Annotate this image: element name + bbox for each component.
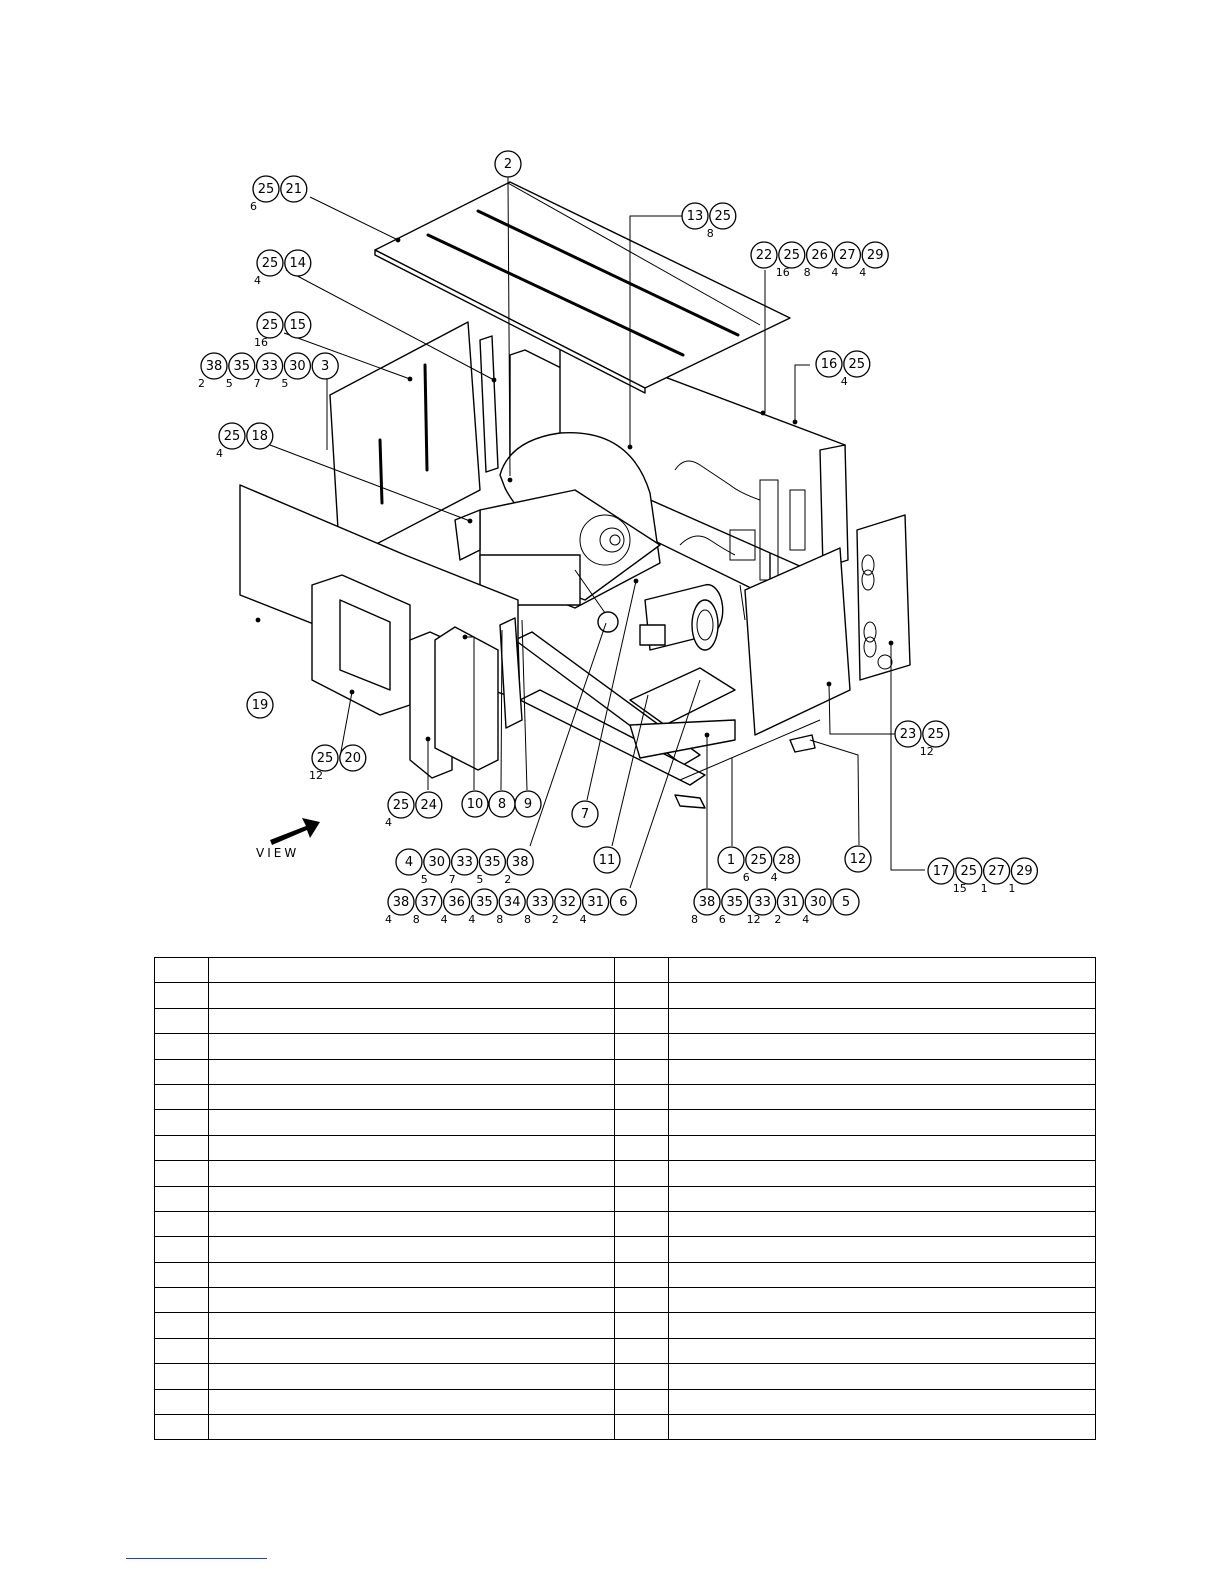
callout-number: 33 — [261, 359, 278, 374]
callout-number: 38 — [392, 895, 410, 910]
callout-quantity: 4 — [802, 913, 810, 926]
part-no-left-cell — [155, 1389, 209, 1414]
part-desc-left-cell — [209, 1161, 615, 1186]
unit-drawing — [240, 182, 910, 845]
part-no-left-cell — [155, 1338, 209, 1363]
callout-number: 25 — [223, 429, 241, 444]
callout-bubble — [257, 250, 283, 276]
callout-bubble — [479, 849, 505, 875]
view-label: VIEW — [256, 846, 300, 860]
part-no-right-cell — [615, 1135, 669, 1160]
table-row — [155, 983, 1096, 1008]
callout-number: 31 — [587, 895, 604, 910]
callout-quantity: 4 — [840, 375, 848, 388]
callout-number: 19 — [251, 698, 269, 713]
part-no-right-cell — [615, 1211, 669, 1236]
callout-bubble — [572, 801, 598, 827]
callout-number: 10 — [466, 797, 484, 812]
callout-bubble — [253, 176, 279, 202]
callout-number: 6 — [619, 895, 628, 910]
callout-quantity: 6 — [250, 200, 257, 213]
callout-bubble — [805, 889, 831, 915]
motor — [598, 585, 723, 650]
callout-bubble — [489, 791, 515, 817]
callout-1 — [718, 847, 800, 884]
callout-quantity: 4 — [579, 913, 587, 926]
part-desc-left-cell — [209, 1389, 615, 1414]
callout-number: 1 — [726, 853, 736, 868]
part-desc-left-cell — [209, 1186, 615, 1211]
callout-bubble — [594, 847, 620, 873]
callout-bubble — [388, 792, 414, 818]
callout-bubble — [682, 203, 708, 229]
table-row — [155, 1084, 1096, 1109]
callout-8 — [489, 791, 515, 817]
callout-number: 26 — [811, 248, 828, 263]
callout-number: 25 — [714, 209, 732, 224]
callout-bubble — [779, 242, 805, 268]
part-no-right-cell — [615, 1415, 669, 1440]
callout-bubble — [281, 176, 307, 202]
callout-quantity: 2 — [504, 873, 512, 886]
callout-number: 18 — [251, 429, 269, 444]
callout-number: 25 — [257, 182, 275, 197]
callout-bubble — [984, 858, 1010, 884]
table-row — [155, 1237, 1096, 1262]
callout-number: 33 — [456, 855, 473, 870]
callout-number: 20 — [344, 751, 362, 766]
callout-4 — [396, 849, 533, 886]
part-no-left-cell — [155, 1364, 209, 1389]
part-no-left-cell — [155, 1313, 209, 1338]
callout-bubble — [257, 353, 283, 379]
callout-bubble — [1011, 858, 1037, 884]
callout-quantity: 8 — [691, 913, 698, 926]
part-desc-left-cell — [209, 1211, 615, 1236]
callout-bubble — [247, 423, 273, 449]
callout-number: 25 — [927, 727, 945, 742]
callout-number: 35 — [233, 359, 251, 374]
part-no-left-cell — [155, 1237, 209, 1262]
part-no-right-cell — [615, 1186, 669, 1211]
callout-18 — [216, 423, 273, 460]
part-no-left-cell — [155, 1211, 209, 1236]
callout-7 — [572, 801, 598, 827]
callout-number: 8 — [497, 797, 507, 812]
callout-bubble — [452, 849, 478, 875]
part-desc-right-cell — [669, 1313, 1096, 1338]
callout-number: 17 — [932, 864, 950, 879]
callout-2 — [495, 151, 521, 177]
table-row — [155, 1161, 1096, 1186]
callout-bubble — [746, 847, 772, 873]
callout-quantity: 12 — [746, 913, 761, 926]
part-no-left-cell — [155, 1084, 209, 1109]
table-row — [155, 1186, 1096, 1211]
callout-quantity: 2 — [198, 377, 205, 390]
callout-bubble — [710, 203, 736, 229]
table-row — [155, 1415, 1096, 1440]
callout-number: 25 — [261, 318, 279, 333]
callout-number: 23 — [899, 727, 917, 742]
callout-number: 25 — [316, 751, 334, 766]
callout-bubble — [285, 312, 311, 338]
callout-quantity: 4 — [859, 266, 867, 279]
part-desc-left-cell — [209, 1288, 615, 1313]
callout-bubble — [750, 889, 776, 915]
callout-number: 37 — [420, 895, 438, 910]
callout-21 — [250, 176, 307, 213]
callout-quantity: 12 — [309, 769, 323, 782]
callout-bubble — [895, 721, 921, 747]
part-desc-left-cell — [209, 1059, 615, 1084]
part-desc-left-cell — [209, 1110, 615, 1135]
table-row — [155, 1059, 1096, 1084]
table-row — [155, 1110, 1096, 1135]
callout-bubble — [515, 791, 541, 817]
callout-number: 29 — [1016, 864, 1033, 879]
callout-quantity: 2 — [551, 913, 559, 926]
callout-number: 30 — [289, 359, 306, 374]
callout-number: 2 — [503, 157, 513, 172]
callout-quantity: 6 — [718, 913, 726, 926]
footer-link-underline[interactable] — [126, 1558, 267, 1559]
callout-quantity: 2 — [774, 913, 782, 926]
callout-bubble — [201, 353, 227, 379]
callout-quantity: 4 — [770, 871, 778, 884]
table-row — [155, 1364, 1096, 1389]
callout-bubble — [583, 889, 609, 915]
table-row — [155, 1288, 1096, 1313]
callout-number: 27 — [988, 864, 1005, 879]
callout-number: 25 — [392, 798, 410, 813]
callout-6 — [385, 889, 636, 926]
callout-number: 16 — [820, 357, 838, 372]
callout-bubble — [495, 151, 521, 177]
part-no-right-cell — [615, 1262, 669, 1287]
callout-number: 28 — [778, 853, 795, 868]
callout-17 — [928, 858, 1037, 895]
callout-number: 31 — [782, 895, 799, 910]
part-desc-left-cell — [209, 1338, 615, 1363]
part-desc-left-cell — [209, 983, 615, 1008]
callout-bubble — [257, 312, 283, 338]
callout-bubble — [416, 889, 442, 915]
callout-bubble — [219, 423, 245, 449]
callout-number: 32 — [559, 895, 577, 910]
part-desc-left-cell — [209, 1364, 615, 1389]
callout-22 — [751, 242, 888, 279]
part-no-left-cell — [155, 1415, 209, 1440]
part-no-right-cell — [615, 1034, 669, 1059]
callout-number: 38 — [698, 895, 716, 910]
callout-13 — [682, 203, 736, 240]
part-desc-left-cell — [209, 1008, 615, 1033]
exploded-view-diagram — [195, 140, 1065, 935]
part-desc-right-cell — [669, 1389, 1096, 1414]
part-desc-left-cell — [209, 1313, 615, 1338]
part-desc-right-cell — [669, 958, 1096, 983]
table-row — [155, 1262, 1096, 1287]
callout-number: 24 — [420, 798, 438, 813]
callout-bubble — [284, 353, 310, 379]
callout-number: 25 — [783, 248, 801, 263]
callout-number: 25 — [750, 853, 768, 868]
callout-bubble — [862, 242, 888, 268]
callout-bubble — [247, 692, 273, 718]
part-no-left-cell — [155, 983, 209, 1008]
callout-12 — [845, 846, 871, 872]
callout-bubble — [610, 889, 636, 915]
callout-number: 38 — [205, 359, 223, 374]
callout-bubble — [774, 847, 800, 873]
callout-number: 30 — [809, 895, 827, 910]
part-no-left-cell — [155, 1110, 209, 1135]
table-row — [155, 1389, 1096, 1414]
part-no-right-cell — [615, 1338, 669, 1363]
part-no-right-cell — [615, 1389, 669, 1414]
table-row — [155, 958, 1096, 983]
callout-number: 21 — [285, 182, 303, 197]
callout-number: 25 — [261, 256, 279, 271]
callout-number: 15 — [289, 318, 307, 333]
callout-number: 14 — [289, 256, 307, 271]
callout-23 — [895, 721, 949, 758]
table-row — [155, 1135, 1096, 1160]
callout-bubble — [816, 351, 842, 377]
callout-quantity: 4 — [440, 913, 448, 926]
callout-bubble — [845, 846, 871, 872]
callout-quantity: 5 — [476, 873, 484, 886]
callout-bubble — [807, 242, 833, 268]
callout-quantity: 4 — [468, 913, 476, 926]
part-desc-right-cell — [669, 1059, 1096, 1084]
callout-quantity: 7 — [253, 377, 261, 390]
part-no-left-cell — [155, 1008, 209, 1033]
table-row — [155, 1313, 1096, 1338]
callout-quantity: 4 — [831, 266, 839, 279]
callout-number: 29 — [866, 248, 884, 263]
callout-quantity: 4 — [254, 274, 261, 287]
callout-quantity: 16 — [775, 266, 790, 279]
callout-9 — [515, 791, 541, 817]
part-no-right-cell — [615, 1059, 669, 1084]
callout-number: 12 — [849, 852, 867, 867]
part-desc-right-cell — [669, 1084, 1096, 1109]
part-no-right-cell — [615, 1313, 669, 1338]
table-row — [155, 1338, 1096, 1363]
part-no-right-cell — [615, 1161, 669, 1186]
part-desc-right-cell — [669, 1338, 1096, 1363]
part-no-right-cell — [615, 1110, 669, 1135]
part-desc-right-cell — [669, 1364, 1096, 1389]
callout-number: 33 — [754, 895, 771, 910]
callout-bubble — [751, 242, 777, 268]
callout-bubble — [396, 849, 422, 875]
callout-bubble — [229, 353, 255, 379]
part-desc-left-cell — [209, 1262, 615, 1287]
callout-bubble — [777, 889, 803, 915]
parts-table-body — [155, 958, 1096, 1440]
callout-number: 35 — [726, 895, 744, 910]
callout-quantity: 5 — [225, 377, 233, 390]
part-desc-right-cell — [669, 1415, 1096, 1440]
view-arrow — [270, 818, 320, 845]
part-no-left-cell — [155, 958, 209, 983]
part-no-right-cell — [615, 983, 669, 1008]
callout-number: 35 — [476, 895, 493, 910]
callout-14 — [254, 250, 311, 287]
callout-quantity: 8 — [412, 913, 420, 926]
part-no-left-cell — [155, 1262, 209, 1287]
part-no-right-cell — [615, 1237, 669, 1262]
callout-24 — [385, 792, 442, 829]
callout-19 — [247, 692, 273, 718]
callout-quantity: 7 — [448, 873, 456, 886]
part-no-left-cell — [155, 1034, 209, 1059]
callout-quantity: 1 — [1008, 882, 1016, 895]
callout-quantity: 8 — [803, 266, 811, 279]
callout-bubble — [527, 889, 553, 915]
part-no-right-cell — [615, 1084, 669, 1109]
part-no-left-cell — [155, 1288, 209, 1313]
callout-bubble — [694, 889, 720, 915]
callout-number: 25 — [848, 357, 866, 372]
part-no-left-cell — [155, 1161, 209, 1186]
callout-bubble — [833, 889, 859, 915]
callout-quantity: 12 — [919, 745, 934, 758]
callout-number: 27 — [839, 248, 856, 263]
callout-number: 34 — [503, 895, 521, 910]
part-desc-left-cell — [209, 1237, 615, 1262]
callout-quantity: 16 — [254, 336, 268, 349]
part-desc-right-cell — [669, 1211, 1096, 1236]
part-desc-right-cell — [669, 1008, 1096, 1033]
part-no-left-cell — [155, 1059, 209, 1084]
part-desc-left-cell — [209, 1034, 615, 1059]
callout-quantity: 4 — [385, 816, 392, 829]
callout-quantity: 6 — [742, 871, 750, 884]
callout-bubble — [444, 889, 470, 915]
callout-bubble — [928, 858, 954, 884]
callout-bubble — [923, 721, 949, 747]
callout-quantity: 8 — [524, 913, 531, 926]
part-desc-left-cell — [209, 1135, 615, 1160]
part-no-right-cell — [615, 1288, 669, 1313]
callout-number: 9 — [523, 797, 533, 812]
part-desc-right-cell — [669, 1288, 1096, 1313]
callout-number: 4 — [404, 855, 414, 870]
callout-5 — [691, 889, 859, 926]
callout-number: 7 — [580, 807, 590, 822]
callout-bubble — [555, 889, 581, 915]
callout-10 — [462, 791, 488, 817]
callout-number: 38 — [511, 855, 529, 870]
callout-number: 5 — [841, 895, 851, 910]
callout-quantity: 1 — [980, 882, 988, 895]
callout-quantity: 5 — [281, 377, 289, 390]
callout-number: 33 — [531, 895, 549, 910]
part-desc-right-cell — [669, 983, 1096, 1008]
callout-bubble — [462, 791, 488, 817]
callout-bubble — [956, 858, 982, 884]
part-no-right-cell — [615, 1008, 669, 1033]
electrical-box — [435, 627, 498, 770]
table-row — [155, 1034, 1096, 1059]
parts-table — [154, 957, 1096, 1440]
callout-number: 3 — [321, 359, 330, 374]
part-desc-right-cell — [669, 1034, 1096, 1059]
callout-quantity: 15 — [952, 882, 967, 895]
table-row — [155, 1211, 1096, 1236]
callout-bubble — [499, 889, 525, 915]
callout-number: 35 — [484, 855, 501, 870]
callout-bubble — [312, 353, 338, 379]
part-desc-right-cell — [669, 1161, 1096, 1186]
callout-bubble — [507, 849, 533, 875]
callout-quantity: 4 — [216, 447, 223, 460]
part-desc-left-cell — [209, 1084, 615, 1109]
part-desc-right-cell — [669, 1186, 1096, 1211]
callout-15 — [254, 312, 311, 349]
part-no-left-cell — [155, 1135, 209, 1160]
callout-bubble — [844, 351, 870, 377]
part-desc-right-cell — [669, 1110, 1096, 1135]
blower-assembly — [480, 433, 660, 620]
callout-quantity: 5 — [420, 873, 428, 886]
part-no-right-cell — [615, 958, 669, 983]
callout-bubble — [834, 242, 860, 268]
part-no-right-cell — [615, 1364, 669, 1389]
part-desc-left-cell — [209, 958, 615, 983]
part-desc-right-cell — [669, 1135, 1096, 1160]
callout-3 — [198, 353, 338, 390]
callout-bubble — [416, 792, 442, 818]
callout-quantity: 8 — [706, 227, 714, 240]
callout-bubble — [312, 745, 338, 771]
callout-bubble — [722, 889, 748, 915]
callout-bubble — [388, 889, 414, 915]
callout-11 — [594, 847, 620, 873]
callout-16 — [816, 351, 870, 388]
callout-bubble — [424, 849, 450, 875]
callout-quantity: 4 — [385, 913, 392, 926]
callout-number: 25 — [960, 864, 978, 879]
callout-number: 22 — [755, 248, 773, 263]
part-desc-left-cell — [209, 1415, 615, 1440]
callout-quantity: 8 — [496, 913, 504, 926]
callout-number: 30 — [428, 855, 446, 870]
part-no-left-cell — [155, 1186, 209, 1211]
callout-bubble — [718, 847, 744, 873]
callout-number: 11 — [598, 853, 616, 868]
table-row — [155, 1008, 1096, 1033]
part-desc-right-cell — [669, 1237, 1096, 1262]
callout-20 — [309, 745, 366, 782]
part-desc-right-cell — [669, 1262, 1096, 1287]
callout-number: 13 — [686, 209, 704, 224]
callout-number: 36 — [448, 895, 465, 910]
callout-bubble — [285, 250, 311, 276]
callout-bubble — [471, 889, 497, 915]
callout-bubble — [340, 745, 366, 771]
